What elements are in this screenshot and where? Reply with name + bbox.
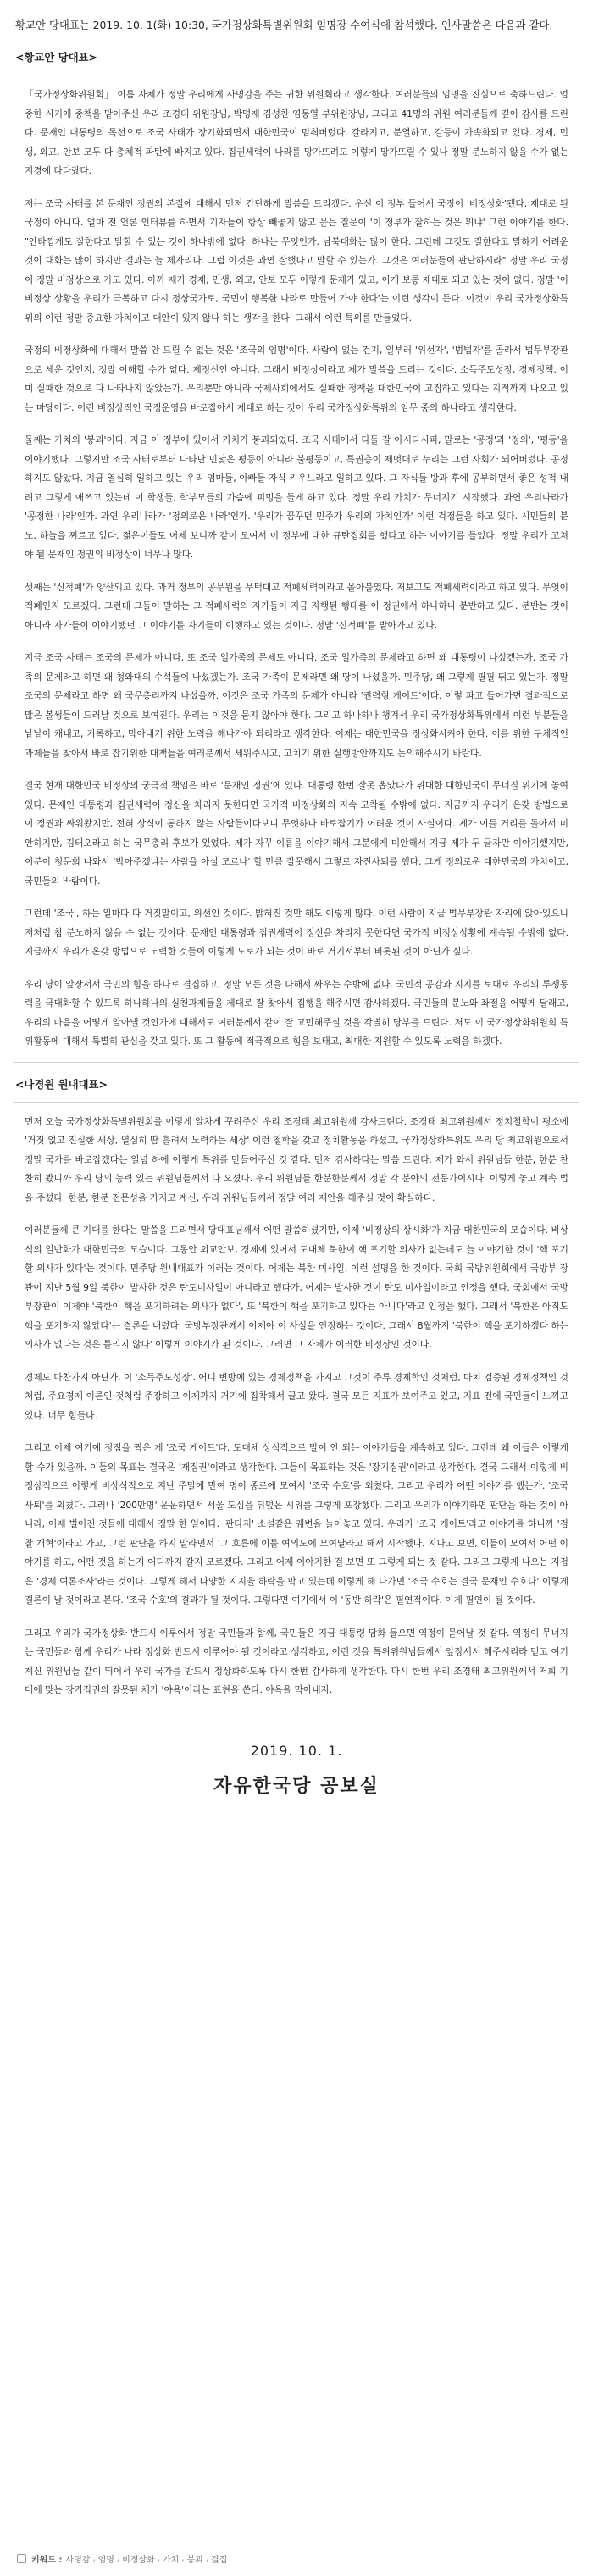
keywords-label: 키워드 : — [31, 2556, 63, 2565]
keyword-link[interactable]: 결집 — [211, 2556, 228, 2565]
keyword-link[interactable]: 사명감 — [65, 2556, 91, 2565]
section-na — [14, 1075, 579, 1711]
speech-box — [14, 75, 579, 1063]
paragraph: 지금 조국 사태는 조국의 문제가 아니다. 또 조국 일가족의 문제도 아니다. 조국 일가족의 문제라고 하면 왜 대통령이 나섰겠는가. 조국 가족의 문제라고 하면 왜 청와대의 수석들이 나섰겠는가. 조국 가족이 문제라면 왜 당이 나섰을까. 민주당, 왜 그렇게 필필 뛰고 있는가. 정말 조국의 문제라고 하면 왜 국무총리까지 나섰을까. 이것은 조국 가족의 문제가 아니라 '권력형 게이트'이다. 이렇 파고 들어가면 결과적으로 많은 볼썽들이 드러날 것으로 보여진다. 우리는 이것을 묻지 않아야 한다. 그리고 하나하나 챙겨서 우리 국가정상화특위에서 이런 부분들을 낱낱이 캐내고, 기록하고, 막아내기 위한 노력을 해나가야 되리라고 생각한다. 이제는 대한민국을 정상화시켜야 한다. 이를 위한 구체적인 과제들을 찾아서 바로 잡기위한 대책들을 여러분께서 세워주시고, 고치기 위한 실행방안까지도 논의해주시기 바란다. — [25, 652, 568, 759]
paragraph: 셋째는 '신적폐'가 양산되고 있다. 과거 정부의 공무원을 무턱대고 적폐세력이라고 몰아붙였다. 저보고도 적폐세력이라고 하고 있다. 무엇이 적폐인지 모르겠다. 그런데 그들이 말하는 그 적폐세력의 자가들이 지금 자행된 행태를 이 정권에서 하나하나 분반하고 있다. 분반는 것이 아니라 자가들이 이야기했던 그 이야기를 자기들이 이행하고 있는 것이다. 정말 '신적폐'를 발아가고 있다. — [25, 581, 568, 631]
keyword-link[interactable]: 비정상화 — [122, 2556, 155, 2565]
intro-text: 황교안 당대표는 2019. 10. 1(화) 10:30, 국가정상화특별위원회 임명장 수여식에 참석했다. 인사말씀은 다음과 같다. — [15, 19, 553, 31]
paragraph: 경제도 마찬가지 아닌가. 이 '소득주도성장'. 어디 변방에 있는 경제정책을 가지고 그것이 주류 경제학인 것처럼, 마치 검증된 경제정책인 것처럼, 주요경제 이론인 것처럼 주장하고 이제까지 거기에 집착해서 끌고 왔다. 결국 모든 지표가 보여주고 있고, 지표 전에 국민들이 느끼고 있다. 너무 힘들다. — [25, 1371, 568, 1421]
paragraph: 여러분들께 큰 기대를 한다는 말씀을 드리면서 당대표님께서 어떤 말씀하셨지만, 이제 '비정상의 상시화'가 지금 대한민국의 모습이다. 비상식의 일반화가 대한민국의 모습이다. 그동안 외교안보, 경제에 있어서 도대체 북한이 핵 포기할 의사가 없는데도 늘 이야기한 것이 '핵 포기할 의사가 있다'는 것이다. 민주당 원내대표가 이러는 것이다. 어제는 북한 미사일, 이런 설명을 한 것이다. 국회 국방위원회에서 국방부 장관이 지난 5월 9일 북한이 발사한 것은 탄도미사일이 아니라고 했다가, 어제는 발사한 것이 탄도 미사일이라고 인정을 했다. 국회에서 국방부장관이 이제야 '북한이 핵을 포기하려는 의사가 없다', 또 '북한이 핵을 포기하고 있다는 아니다'라고 인정을 했다. 그래서 '북한은 아직도 핵을 포기하지 않았다'는 결론을 내렸다. 국방부장관께서 이제야 이 사실을 인정하는 것이다. 그래서 8월까지 '북한이 핵을 포기하겠다 하는 의사가 없다는 것은 틀리지 않다' 이렇게 이야기가 된 것이다. 그러면 그 자체가 이러한 비정상인 것이다. — [25, 1224, 568, 1350]
speech-box — [14, 1102, 579, 1711]
paragraph: 결국 현재 대한민국 비정상의 궁극적 책임은 바로 '문재인 정권'에 있다. 대통령 한번 잘못 뽑았다가 위대한 대한민국이 무너질 위기에 놓여있다. 문재인 대통령과 집권세력이 정신을 차리지 못한다면 국가적 비정상화의 지속 고착될 수밖에 없다. 지금까지 우리가 온갖 방법으로 이 정권과 싸워왔지만, 전혀 상식이 통하지 않는 사람들이다보니 무엇하나 바로잡기가 어려운 것이 사실이다. 제가 이틀 거리를 돌아서 미안하지만, 김태오라고 하는 국무총리 후보가 있었다. 제가 자꾸 이름을 이야기해서 그분에게 미안해서 지금 제가 두 글자만 이야기했지만, 이분이 청문회 나와서 '박아주겠냐는 사람을 아실 모르나' 할 만큼 잘못해서 그렇로 자진사퇴를 했다. 그게 정의로운 대한민국의 가치이고, 국민들의 바람이다. — [25, 780, 568, 887]
paragraph: 국정의 비정상화에 대해서 말씀 안 드릴 수 없는 것은 '조국의 임명'이다. 사람이 없는 건지, 일부러 '위선자', '범법자'를 골라서 법무부장관으로 세운 것인지. 정말 이해할 수가 없다. 제정신인 아니다. 그래서 비정상이라고 제가 말씀을 드리는 것이다. 소득주도성장, 경제정책. 이미 실패한 것으로 다 나타나지 않았는가. 우리뿐만 아니라 국제사회에서도 실패한 정책을 대한민국이 고집하고 있다는 지적까지 나오고 있는 마당이다. 이런 비정상적인 국정운영을 바로잡아서 제대로 하는 것이 우리 국가정상화특위의 임무 중의 하나라고 생각한다. — [25, 345, 568, 413]
paragraph: 먼저 오늘 국가정상화특별위원회를 이렇게 알차게 꾸려주신 우리 조경태 최고위원께 감사드린다. 조경태 최고위원께서 정치철학이 평소에 '거짓 없고 진실한 세상, 열심히 땀 흘려서 노력하는 세상' 이런 철학을 갖고 정치활동을 하셨고, 국가정상화특위도 우리 당 최고위원으로서 정말 국가를 바로잡겠다는 일념 하에 이렇게 특위를 만들어주신 것 같다. 먼저 감사하다는 말씀 드린다. 제가 와서 위원님들 한분, 한분 찬찬히 봤니까 우리 당의 능력 있는 위원님들께서 다 오셨다. 우리 위원님들 한분한분께서 정말 각 분야의 전문가이시다. 이렇게 놓고 계속 법을 주셨다. 한분, 한분 전문성을 가지고 계신, 우리 위원님들께서 정말 여러 제안을 해주실 것이 확실하다. — [25, 1115, 568, 1203]
paragraph: 그리고 이제 여기에 정점을 찍은 게 '조국 게이트'다. 도대체 상식적으로 말이 안 되는 이야기들을 계속하고 있다. 그런데 왜 이들은 이렇게 할 수가 있을까. 이들의 목표는 결국은 '재집권'이라고 생각한다. 그들이 목표하는 것은 '장기집권'이라고 생각한다. 결국 그래서 이렇게 비정상적으로 이렇게 비상식적으로 지난 주말에 만여 명이 종로에 모여서 '조국 수호'를 외쳤다. 그리고 우리가 어떤 이야기를 했는가. '조국 사퇴'를 외쳤다. 그러나 '200만명' 운운하면서 서울 도심을 뒤덮은 시위를 그렇게 포장했다. 그리고 우리가 이야기하면 판단을 하는 것이 아니라, 어제 벌어진 것들에 대해서 정말 한 일이다. '판타지' 소설같은 궤변을 늘어놓고 있다. 우리가 '조국 게이트'라고 이야기를 하니까 '검찰 개혁'이라고 가고, 그런 판단을 하지 말라면서 '그 흐름에 이를 여의도에 모여달라고 해서 시작했다. 지나고 보면, 이들이 모여서 어떤 이야기를 하고, 어떤 것을 하는지 어디까지 갈지 모르겠다. 그리고 어제 이야기한 걸 보면 또 그렇게 되는 것 같다. 그리고 그렇게 나오는 지점은 '경제 여론조사'라는 것이다. 그렇게 해서 다양한 지지율 하락을 막고 있는데 이렇게 해 나가면 '조국 수호는 결국 문재인 수호다' 이렇게 결론이 날 것이라고 본다. '조국 수호'의 결과가 될 것이다. 그렇다면 여기에서 이 '동반 하락'은 필연적이다. 이게 필연이 될 것이다. — [25, 1442, 568, 1606]
keywords-bar: 키워드 : 사명감 , 임명 , 비정상화 , 가치 , 붕괴 , 결집 — [14, 2546, 579, 2571]
keyword-link[interactable]: 붕괴 — [186, 2556, 203, 2565]
paragraph: 저는 조국 사태를 본 문재인 정권의 본질에 대해서 먼저 간단하게 말씀을 드리겠다. 우선 이 정부 들어서 국정이 '비정상화'됐다. 제대로 된 국정이 아니다. 얼마 전 언론 인터뷰를 하면서 기자들이 항상 빼놓지 않고 묻는 질문이 '이 정부가 잘하는 것은 뭐냐' 그런 이야기를 한다. "안타깝게도 잘한다고 말할 수 있는 것이 하나밖에 없다. 하나는 무엇인가. 남북대화는 많이 한다. 그런데 그것도 잘한다고 말하기 어려운 것이 대화는 많이 하지만 결과는 늘 제자리다. 그럼 이것을 과연 잘했다고 말할 수 있는가. 그것은 여러분들이 판단하시라" 정말 우리 국정이 정말 비정상으로 가고 있다. 아까 제가 경제, 민생, 외교, 안보 모두 이렇게 문제가 있고, 이게 보통 제대로 되고 있는 것이 없다. 정말 '이 비정상 상황을 우리가 극복하고 다시 정상국가로, 국민이 행복한 나라로 만들어 가야 한다'는 이런 생각이 든다. 이것이 우리 국가정상화특위의 이런 정말 중요한 가치이고 대안이 있지 않나 하는 생각을 한다. 그래서 이런 특위를 만들었다. — [25, 197, 568, 323]
paragraph: 그리고 우리가 국가정상화 반드시 이루어서 정말 국민들과 함께, 국민들은 지금 대통령 담화 들으면 역정이 묻어날 것 같다. 역정이 무너지는 국민들과 함께 우리가 나라 정상화 반드시 이루어야 될 것이라고 생각하고, 이런 것을 특위위원님들께서 앞장서서 해주시리라 믿고 여기 계신 위원님들 같이 뛰어서 우리 국가를 반드시 정상화하도록 다시 한번 감사하게 생각한다. 다시 한번 우리 조경태 최고위원께서 저희 기대에 맞는 장기집권의 잘못된 체가 '야욕'이라는 표현을 쓴다. 야욕을 막아내자. — [25, 1627, 568, 1695]
release-date: 2019. 10. 1. — [250, 1742, 343, 1759]
keyword-link[interactable]: 임명 — [97, 2556, 114, 2565]
section-hwang — [14, 47, 579, 1063]
paragraph: 「국가정상화위원회」 이름 자체가 정말 우리에게 사명감을 주는 귀한 위원회라고 생각한다. 여러분들의 임명을 진심으로 축하드린다. 엄중한 시기에 중책을 맡아주신 우리 조경태 위원장님, 박명재 김성찬 염동열 부위원장님, 그리고 41명의 위원 여러분들께 깊이 감사를 드린다. 문재인 대통령의 독선으로 조국 사태가 장기화되면서 대한민국이 멈춰버렸다. 갈라지고, 분열하고, 갈등이 가속화되고 있다. 경제, 민생, 외교, 안보 모두 다 총체적 파탄에 빠지고 있다. 집권세력이 나라를 망가뜨려도 이렇게 망가뜨릴 수 있나 정말 분노하지 않을 수가 없는 지경에 다다랐다. — [25, 89, 568, 176]
tag-icon — [17, 2554, 26, 2563]
paragraph: 그런데 '조국', 하는 일마다 다 거짓말이고, 위선인 것이다. 밝혀진 것만 해도 이렇게 많다. 이런 사람이 지금 법무부장관 자리에 앉아있으니 저처럼 참 분노하지 않을 수 없는 것이다. 문재인 대통령과 집권세력이 정신을 차리지 못한다면 국가적 비정상상황에 계속될 수밖에 없다. 지금까지 우리가 온갖 방법으로 노력한 것들이 이렇게 도로가 되는 것이 바로 거기서부터 비롯된 것이 아닌가 싶다. — [25, 908, 568, 957]
section-title: <나경원 원내대표> — [15, 1077, 108, 1091]
signature: 자유한국당 공보실 — [213, 1775, 380, 1797]
keyword-link[interactable]: 가치 — [162, 2556, 180, 2565]
paragraph: 둘째는 가치의 '붕괴'이다. 지금 이 정부에 있어서 가치가 붕괴되었다. 조국 사태에서 다들 잘 아시다시피, 말로는 '공정'과 '정의', '평등'을 이야기했다. 그렇지만 조국 사태로부터 나타난 민낯은 평등이 아니라 불평등이고, 특권층이 제멋대로 누리는 그런 사회가 되어버렸다. 공정하지도 않았다. 지금 열심히 일하고 있는 우리 엄마들, 아빠들 자식 키우느라고 일하고 있다. 그 자식들 방과 후에 공부하면서 좋은 성적 내려고 그렇게 애쓰고 있는데 이 학생들, 학부모들의 가슴에 피멍을 들게 하고 있다. 정말 우리 가치가 무너지기 시작했다. 과연 우리나라가 '공정한 나라'인가. 과연 우리나라가 '정의로운 나라'인가. '우리가 꿈꾸던 민주가 우리의 가치인가' 이런 걱정들을 하고 있다. 시민들의 분노, 하늘을 찌르고 있다. 젊은이들도 어제 보니까 같이 모여서 이 정부에 대한 규탄집회를 했다고 하는 이야기를 들었다. 정말 우리가 고쳐야 될 문재인 정권의 비정상이 너무나 많다. — [25, 434, 568, 560]
paragraph: 우리 당이 앞장서서 국민의 힘을 하나로 결집하고, 정말 모든 것을 다해서 싸우는 수밖에 없다. 국민적 공감과 지지를 토대로 우리의 투쟁동력을 극대화할 수 있도록 하나하나의 실천과제들을 제대로 잘 찾아서 집행을 해주시면 감사하겠다. 국민들의 분노와 좌절을 어떻게 달래고, 우리의 마음을 어떻게 알아낼 것인가에 대해서도 여러분께서 같이 잘 고민해주실 것을 각별히 당부를 드린다. 저도 이 국가정상화위원회 특위활동에 대해서 특별히 관심을 갖고 있다. 또 그 활동에 적극적으로 힘을 보태고, 최대한 지원할 수 있도록 노력을 하겠다. — [25, 978, 568, 1047]
section-title: <황교안 당대표> — [15, 51, 97, 64]
